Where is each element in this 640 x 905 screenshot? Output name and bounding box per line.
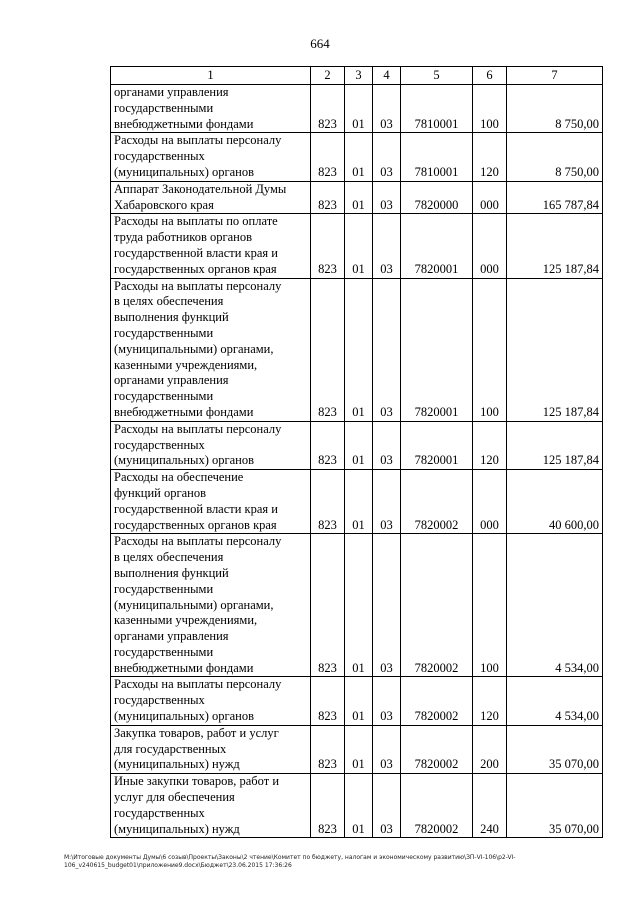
description-line: органами управления xyxy=(114,373,229,388)
target-article-code: 7820002 xyxy=(401,725,473,773)
table-row xyxy=(111,214,603,278)
description-line: органами управления xyxy=(114,85,229,99)
col-header-5: 5 xyxy=(401,67,473,85)
subsection-code: 03 xyxy=(373,181,401,214)
description-line: в целях обеспечения xyxy=(114,550,224,565)
description-line: (муниципальных) нужд xyxy=(114,821,240,836)
expense-type-code: 120 xyxy=(473,421,507,469)
description-line: Расходы на выплаты персоналу xyxy=(114,133,282,148)
target-article-code: 7820002 xyxy=(401,677,473,725)
description-line: выполнения функций xyxy=(114,565,229,580)
table-row xyxy=(111,774,603,838)
amount: 8 750,00 xyxy=(507,133,603,181)
description-line: (муниципальных) нужд xyxy=(114,757,240,772)
description-line: государственными xyxy=(114,100,214,115)
expense-description xyxy=(111,725,311,773)
target-article-code: 7820001 xyxy=(401,421,473,469)
description-line: услуг для обеспечения xyxy=(114,790,235,805)
description-line: внебюджетными фондами xyxy=(114,660,254,675)
table-row xyxy=(111,421,603,469)
target-article-code: 7820002 xyxy=(401,534,473,677)
admin-code: 823 xyxy=(311,470,345,534)
table-row xyxy=(111,725,603,773)
description-line: государственных xyxy=(114,693,205,708)
amount: 35 070,00 xyxy=(507,725,603,773)
expense-type-code: 240 xyxy=(473,774,507,838)
description-line: государственными xyxy=(114,644,214,659)
description-line: (муниципальных) органов xyxy=(114,453,255,468)
col-header-3: 3 xyxy=(345,67,373,85)
subsection-code: 03 xyxy=(373,774,401,838)
description-line: государственными xyxy=(114,325,214,340)
expense-type-code: 000 xyxy=(473,470,507,534)
description-line: Расходы на выплаты по оплате xyxy=(114,214,278,229)
description-line: внебюджетными фондами xyxy=(114,404,254,419)
section-code: 01 xyxy=(345,470,373,534)
target-article-code: 7820000 xyxy=(401,181,473,214)
table-row xyxy=(111,85,603,133)
expense-type-code: 000 xyxy=(473,214,507,278)
description-line: выполнения функций xyxy=(114,310,229,325)
subsection-code: 03 xyxy=(373,470,401,534)
description-line: Аппарат Законодательной Думы xyxy=(114,181,287,196)
expense-type-code: 120 xyxy=(473,133,507,181)
table-row xyxy=(111,181,603,214)
description-line: труда работников органов xyxy=(114,230,253,245)
description-line: внебюджетными фондами xyxy=(114,116,254,131)
col-header-2: 2 xyxy=(311,67,345,85)
description-line: (муниципальными) органами, xyxy=(114,597,274,612)
expense-description xyxy=(111,534,311,677)
admin-code: 823 xyxy=(311,85,345,133)
section-code: 01 xyxy=(345,421,373,469)
amount: 40 600,00 xyxy=(507,470,603,534)
file-path-footer: M:\Итоговые документы Думы\6 созыв\Проекты\Законы\2 чтение\Комитет по бюджету, налогам и экономическому развитию\ЗП-VI-106\p2-VI-106_v240615_budget01\приложение9.docx\Бюджет\23.06.2015 17:36:26 xyxy=(64,854,516,869)
description-line: Закупка товаров, работ и услуг xyxy=(114,725,279,740)
subsection-code: 03 xyxy=(373,534,401,677)
expense-description xyxy=(111,470,311,534)
page-number: 664 xyxy=(310,36,330,51)
section-code: 01 xyxy=(345,85,373,133)
expense-description xyxy=(111,677,311,725)
expense-type-code: 100 xyxy=(473,534,507,677)
description-line: (муниципальных) органов xyxy=(114,709,255,724)
section-code: 01 xyxy=(345,133,373,181)
description-line: Иные закупки товаров, работ и xyxy=(114,774,280,789)
description-line: государственными xyxy=(114,389,214,404)
expense-description xyxy=(111,85,311,133)
target-article-code: 7810001 xyxy=(401,133,473,181)
subsection-code: 03 xyxy=(373,725,401,773)
expense-type-code: 000 xyxy=(473,181,507,214)
description-line: Хабаровского края xyxy=(114,197,214,212)
subsection-code: 03 xyxy=(373,421,401,469)
target-article-code: 7820001 xyxy=(401,214,473,278)
description-line: государственных xyxy=(114,149,205,164)
description-line: функций органов xyxy=(114,485,207,500)
admin-code: 823 xyxy=(311,278,345,421)
amount: 8 750,00 xyxy=(507,85,603,133)
expense-type-code: 100 xyxy=(473,278,507,421)
description-line: Расходы на выплаты персоналу xyxy=(114,534,282,549)
admin-code: 823 xyxy=(311,133,345,181)
description-line: Расходы на выплаты персоналу xyxy=(114,278,282,293)
expense-description xyxy=(111,421,311,469)
section-code: 01 xyxy=(345,677,373,725)
col-header-4: 4 xyxy=(373,67,401,85)
table-body xyxy=(111,85,603,838)
table-row xyxy=(111,677,603,725)
description-line: государственными xyxy=(114,581,214,596)
target-article-code: 7820002 xyxy=(401,774,473,838)
description-line: государственных xyxy=(114,805,205,820)
expense-description xyxy=(111,278,311,421)
table-row xyxy=(111,133,603,181)
subsection-code: 03 xyxy=(373,85,401,133)
admin-code: 823 xyxy=(311,725,345,773)
target-article-code: 7820001 xyxy=(401,278,473,421)
admin-code: 823 xyxy=(311,421,345,469)
expense-description xyxy=(111,214,311,278)
admin-code: 823 xyxy=(311,181,345,214)
admin-code: 823 xyxy=(311,677,345,725)
description-line: Расходы на выплаты персоналу xyxy=(114,677,282,692)
budget-table xyxy=(110,66,603,838)
expense-type-code: 100 xyxy=(473,85,507,133)
subsection-code: 03 xyxy=(373,677,401,725)
description-line: казенными учреждениями, xyxy=(114,613,258,628)
table-row xyxy=(111,470,603,534)
expense-type-code: 120 xyxy=(473,677,507,725)
expense-description xyxy=(111,774,311,838)
section-code: 01 xyxy=(345,774,373,838)
description-line: казенными учреждениями, xyxy=(114,357,258,372)
amount: 125 187,84 xyxy=(507,278,603,421)
target-article-code: 7820002 xyxy=(401,470,473,534)
description-line: (муниципальных) органов xyxy=(114,164,255,179)
amount: 4 534,00 xyxy=(507,677,603,725)
section-code: 01 xyxy=(345,278,373,421)
section-code: 01 xyxy=(345,181,373,214)
description-line: государственных органов края xyxy=(114,261,277,276)
section-code: 01 xyxy=(345,534,373,677)
description-line: государственной власти края и xyxy=(114,501,278,516)
expense-description xyxy=(111,133,311,181)
description-line: Расходы на обеспечение xyxy=(114,470,244,485)
col-header-6: 6 xyxy=(473,67,507,85)
admin-code: 823 xyxy=(311,214,345,278)
col-header-1: 1 xyxy=(111,67,311,85)
expense-description xyxy=(111,181,311,214)
subsection-code: 03 xyxy=(373,133,401,181)
description-line: государственной власти края и xyxy=(114,245,278,260)
description-line: государственных xyxy=(114,437,205,452)
header-row xyxy=(111,67,603,85)
description-line: (муниципальными) органами, xyxy=(114,341,274,356)
amount: 125 187,84 xyxy=(507,421,603,469)
section-code: 01 xyxy=(345,214,373,278)
subsection-code: 03 xyxy=(373,214,401,278)
description-line: для государственных xyxy=(114,741,227,756)
description-line: в целях обеспечения xyxy=(114,294,224,309)
target-article-code: 7810001 xyxy=(401,85,473,133)
amount: 125 187,84 xyxy=(507,214,603,278)
description-line: Расходы на выплаты персоналу xyxy=(114,421,282,436)
admin-code: 823 xyxy=(311,534,345,677)
description-line: органами управления xyxy=(114,629,229,644)
subsection-code: 03 xyxy=(373,278,401,421)
section-code: 01 xyxy=(345,725,373,773)
expense-type-code: 200 xyxy=(473,725,507,773)
amount: 165 787,84 xyxy=(507,181,603,214)
col-header-7: 7 xyxy=(507,67,603,85)
amount: 4 534,00 xyxy=(507,534,603,677)
amount: 35 070,00 xyxy=(507,774,603,838)
description-line: государственных органов края xyxy=(114,517,277,532)
admin-code: 823 xyxy=(311,774,345,838)
table-row xyxy=(111,534,603,677)
table-row xyxy=(111,278,603,421)
